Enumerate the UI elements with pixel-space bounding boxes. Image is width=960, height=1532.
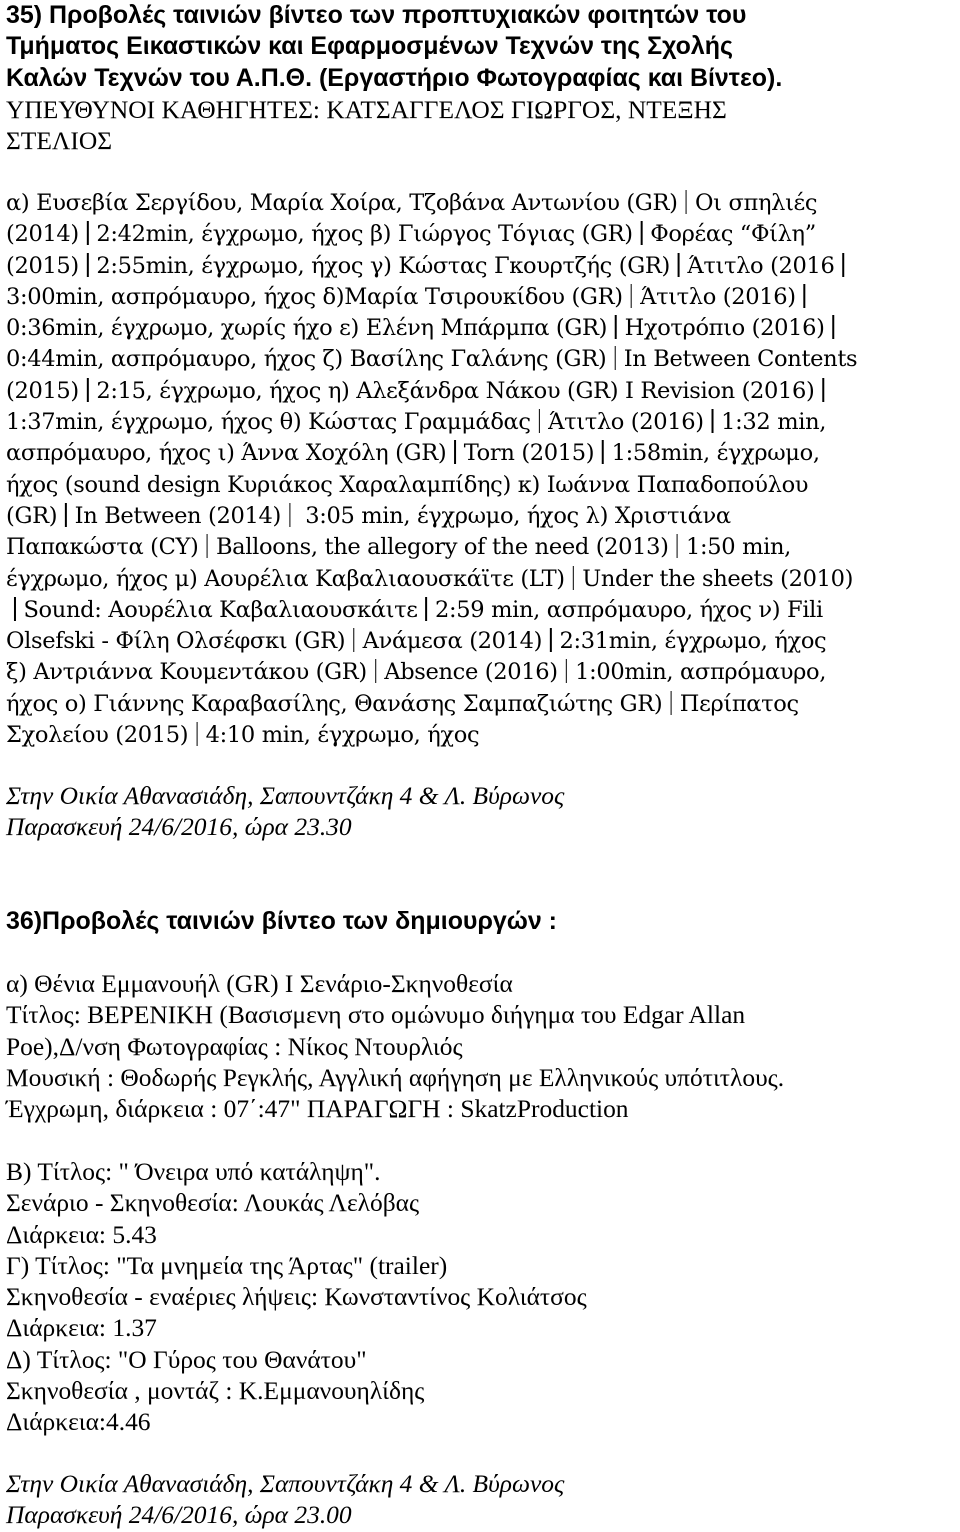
- separator-bar: [289, 503, 290, 527]
- separator-bar: [573, 566, 574, 590]
- supervisors-line: ΣΤΕΛΙΟΣ: [6, 126, 113, 156]
- separator-bar: [566, 659, 567, 683]
- body-segment: Under the sheets (2010): [582, 565, 854, 592]
- separator-bar: [833, 315, 834, 339]
- separator-bar: [196, 722, 197, 746]
- body-segment: α) Ευσεβία Σεργίδου, Μαρία Χοίρα, Τζοβάνα Αντωνίου (GR): [6, 190, 678, 216]
- separator-bar: [602, 440, 603, 464]
- body-segment: 1:50 min,: [686, 534, 791, 561]
- separator-bar: [87, 253, 88, 277]
- body-segment: Absence (2016): [384, 659, 558, 686]
- separator-bar: [843, 253, 844, 277]
- section-36-heading: [6, 906, 956, 937]
- separator-bar: [14, 597, 15, 621]
- venue-text: Στην Οικία Αθανασιάδη, Σαπουντζάκη 4 & Λ. Βύρωνος: [6, 1469, 565, 1498]
- supervisors-line: ΥΠΕΥΘΥΝΟΙ ΚΑΘΗΓΗΤΕΣ: ΚΑΤΣΑΓΓΕΛΟΣ ΓΙΩΡΓΟΣ, ΝΤΕΞΗΣ: [6, 95, 727, 124]
- heading-line: 35) Προβολές ταινιών βίντεο των προπτυχιακών φοιτητών του: [6, 1, 747, 29]
- datetime-text: Παρασκευή 24/6/2016, ώρα 23.30: [6, 812, 352, 842]
- separator-bar: [631, 284, 632, 308]
- separator-bar: [353, 628, 354, 652]
- separator-bar: [65, 503, 66, 527]
- separator-bar: [539, 409, 540, 433]
- body-segment: ασπρόμαυρο, ήχος ι) Άννα Χοχόλη (GR): [6, 440, 447, 467]
- separator-bar: [615, 315, 616, 339]
- separator-bar: [822, 378, 823, 402]
- section-35-supervisors: [6, 94, 956, 157]
- heading-line: Καλών Τεχνών του Α.Π.Θ. (Εργαστήριο Φωτογραφίας και Βίντεο).: [6, 63, 783, 92]
- body-segment: 2:42min, έγχρωμο, ήχος β) Γιώργος Τόγιας (GR): [96, 221, 633, 248]
- datetime-text: Παρασκευή 24/6/2016, ώρα 23.00: [6, 1500, 352, 1530]
- body-line: [6, 407, 954, 438]
- body-line: [6, 501, 954, 532]
- item-a-line: Μουσική : Θοδωρής Ρεγκλής, Αγγλική αφήγηση με Ελληνικούς υπότιτλους.: [6, 1062, 785, 1092]
- body-segment: 2:15, έγχρωμο, ήχος η) Αλεξάνδρα Νάκου (GR) I Revision (2016): [96, 377, 815, 404]
- heading-line: Τμήματος Εικαστικών και Εφαρμοσμένων Τεχνών της Σχολής: [6, 32, 733, 61]
- body-line: [6, 689, 954, 720]
- separator-bar: [375, 659, 376, 683]
- section-36-venue: [6, 1468, 956, 1531]
- body-line: [6, 438, 954, 469]
- body-segment: 2:55min, έγχρωμο, ήχος γ) Κώστας Γκουρτζής (GR): [96, 252, 670, 279]
- body-line: [6, 564, 954, 595]
- separator-bar: [87, 221, 88, 245]
- body-segment: 0:36min, έγχρωμο, χωρίς ήχο ε) Ελένη Μπάρμπα (GR): [6, 315, 608, 342]
- body-segment: 1:58min, έγχρωμο,: [611, 440, 820, 467]
- body-segment: 1:32 min,: [721, 409, 827, 436]
- separator-bar: [426, 597, 427, 621]
- body-line: [6, 313, 954, 344]
- body-segment: Φορέας “Φίλη”: [650, 221, 816, 248]
- section-35-body: [6, 188, 956, 751]
- body-line: [6, 626, 954, 657]
- separator-bar: [677, 534, 678, 558]
- body-segment: ξ) Αντριάννα Κουμεντάκου (GR): [6, 659, 367, 686]
- separator-bar: [87, 378, 88, 402]
- body-line: [6, 282, 954, 313]
- body-segment: (2014): [6, 221, 79, 248]
- body-line: [6, 470, 954, 501]
- body-line: [6, 720, 954, 751]
- section-35-heading: [6, 0, 956, 94]
- body-segment: (2015): [6, 377, 79, 404]
- body-segment: In Between (2014): [74, 502, 281, 529]
- item-line: Σκηνοθεσία , μοντάζ : Κ.Εμμανουηλίδης: [6, 1376, 425, 1406]
- body-segment: 4:10 min, έγχρωμο, ήχος: [205, 722, 480, 749]
- item-line: Σενάριο - Σκηνοθεσία: Λουκάς Λελόβας: [6, 1188, 420, 1218]
- item-a-line: Τίτλος: ΒΕΡΕΝΙΚΗ (Βασισμενη στο ομώνυμο διήγημα του Edgar Allan: [6, 1000, 746, 1030]
- body-line: [6, 657, 954, 688]
- body-segment: Ανάμεσα (2014): [362, 628, 543, 655]
- body-segment: έγχρωμο, ήχος μ) Αουρέλια Καβαλιαουσκάϊτε (LT): [6, 565, 565, 592]
- section-36-items-b-d: [6, 1156, 956, 1438]
- body-segment: Balloons, the allegory of the need (2013): [215, 534, 669, 561]
- item-a-line: Έγχρωμη, διάρκεια : 07΄:47" ΠΑΡΑΓΩΓΗ : SkatzProduction: [6, 1094, 629, 1124]
- item-line: Γ) Τίτλος: "Τα μνημεία της Άρτας" (trailer): [6, 1250, 448, 1280]
- body-segment: 1:00min, ασπρόμαυρο,: [575, 659, 827, 686]
- body-segment: Παπακώστα (CY): [6, 534, 199, 561]
- item-line: Διάρκεια:4.46: [6, 1407, 151, 1437]
- body-segment: Άτιτλο (2016: [687, 252, 835, 279]
- body-segment: 3:00min, ασπρόμαυρο, ήχος δ)Μαρία Τσιρουκίδου (GR): [6, 283, 623, 310]
- item-line: Διάρκεια: 5.43: [6, 1219, 157, 1249]
- venue-text: Στην Οικία Αθανασιάδη, Σαπουντζάκη 4 & Λ. Βύρωνος: [6, 781, 565, 810]
- body-line: [6, 532, 954, 563]
- separator-bar: [454, 440, 455, 464]
- separator-bar: [712, 409, 713, 433]
- body-segment: In Between Contents: [623, 346, 858, 373]
- separator-bar: [804, 284, 805, 308]
- body-segment: Torn (2015): [463, 440, 595, 467]
- body-segment: 3:05 min, έγχρωμο, ήχος λ) Χριστιάνα: [298, 502, 731, 529]
- section-35-venue: [6, 780, 956, 843]
- separator-bar: [614, 346, 615, 370]
- body-line: [6, 376, 954, 407]
- body-line: [6, 219, 954, 250]
- body-segment: Ηχοτρόπιο (2016): [624, 315, 825, 342]
- body-line: [6, 344, 954, 375]
- heading-line: 36)Προβολές ταινιών βίντεο των δημιουργών :: [6, 907, 557, 935]
- body-segment: Περίπατος: [679, 690, 799, 717]
- body-segment: (GR): [6, 502, 58, 529]
- section-36-item-a: [6, 968, 956, 1124]
- item-line: Διάρκεια: 1.37: [6, 1313, 157, 1343]
- body-line: [6, 251, 954, 282]
- body-line: [6, 595, 954, 626]
- body-segment: 0:44min, ασπρόμαυρο, ήχος ζ) Βασίλης Γαλάνης (GR): [6, 346, 607, 373]
- separator-bar: [206, 534, 207, 558]
- separator-bar: [670, 691, 671, 715]
- body-segment: 2:59 min, ασπρόμαυρο, ήχος ν) Fili: [435, 596, 823, 623]
- item-line: Σκηνοθεσία - εναέριες λήψεις: Κωνσταντίνος Κολιάτσος: [6, 1282, 587, 1312]
- item-a-line: Poe),Δ/νση Φωτογραφίας : Νίκος Ντουρλιός: [6, 1031, 463, 1061]
- body-segment: (2015): [6, 252, 79, 279]
- item-line: Δ) Τίτλος: "Ο Γύρος του Θανάτου": [6, 1344, 367, 1374]
- separator-bar: [550, 628, 551, 652]
- body-segment: Σχολείου (2015): [6, 722, 189, 749]
- separator-bar: [686, 190, 687, 214]
- item-a-line: α) Θένια Εμμανουήλ (GR) I Σενάριο-Σκηνοθεσία: [6, 969, 513, 998]
- body-segment: 2:31min, έγχρωμο, ήχος: [559, 628, 827, 655]
- separator-bar: [678, 253, 679, 277]
- body-segment: ήχος (sound design Κυριάκος Χαραλαμπίδης) κ) Ιωάννα Παπαδοπούλου: [6, 471, 809, 498]
- body-segment: ήχος ο) Γιάννης Καραβασίλης, Θανάσης Σαμπαζιώτης GR): [6, 690, 663, 717]
- body-segment: Olsefski - Φίλη Ολσέφσκι (GR): [6, 628, 346, 655]
- item-line: Β) Τίτλος: " Όνειρα υπό κατάληψη".: [6, 1157, 381, 1186]
- body-line: [6, 188, 954, 219]
- body-segment: 1:37min, έγχρωμο, ήχος θ) Κώστας Γραμμάδας: [6, 409, 531, 436]
- body-segment: Άτιτλο (2016): [548, 409, 704, 436]
- body-segment: Άτιτλο (2016): [640, 283, 796, 310]
- body-segment: Οι σπηλιές: [695, 190, 818, 216]
- body-segment: Sound: Αουρέλια Καβαλιαουσκάιτε: [23, 596, 418, 623]
- separator-bar: [641, 221, 642, 245]
